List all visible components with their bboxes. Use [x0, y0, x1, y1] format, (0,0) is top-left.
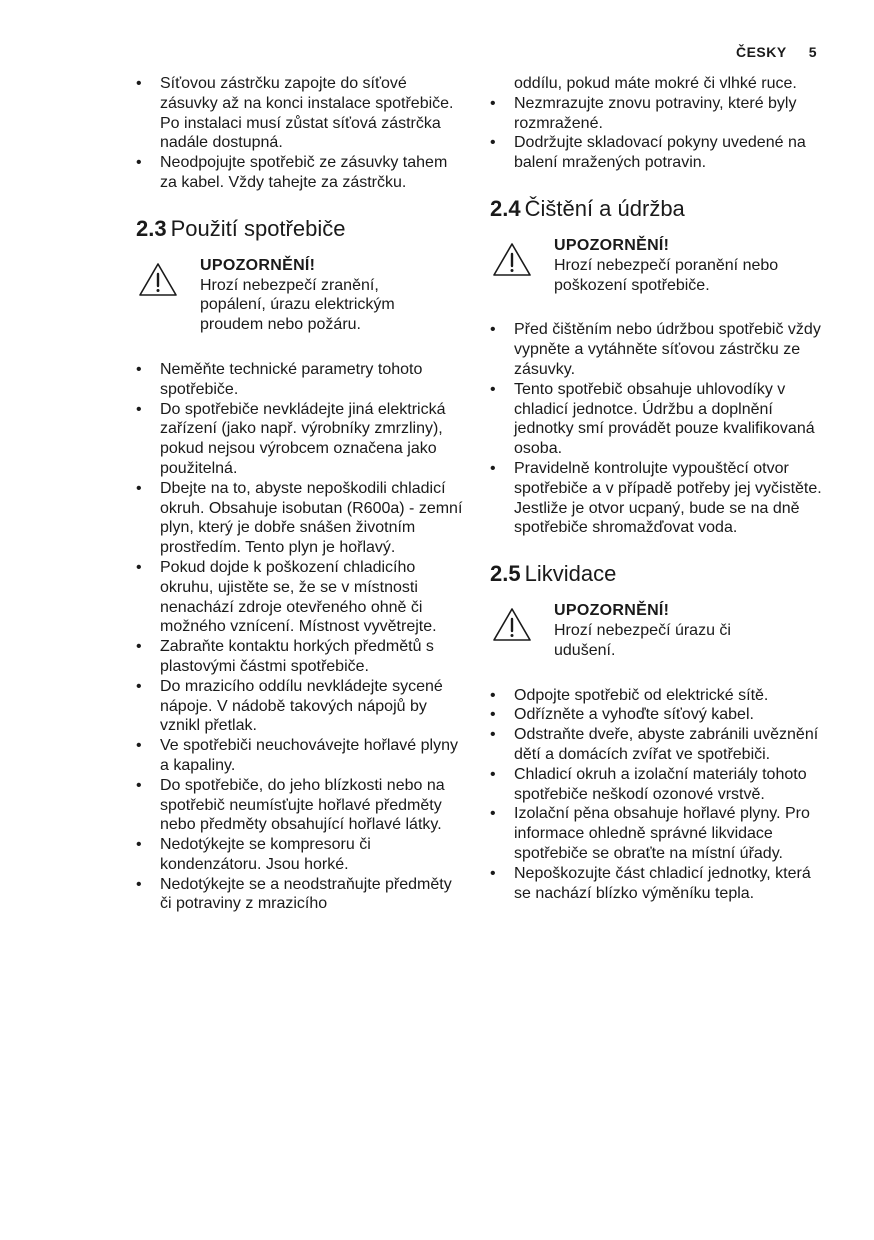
list-item: • Nezmrazujte znovu potraviny, které byly rozmražené. — [490, 94, 825, 134]
list-item: • Tento spotřebič obsahuje uhlovodíky v chladicí jednotce. Údržbu a doplnění jednotky smí provádět pouze kvalifikovaná osoba. — [490, 380, 825, 459]
usage-list — [136, 360, 466, 914]
list-item: • Dodržujte skladovací pokyny uvedené na balení mražených potravin. — [490, 133, 825, 173]
section-number: 2.4 — [490, 195, 521, 221]
list-item: • Neměňte technické parametry tohoto spotřebiče. — [136, 360, 466, 400]
left-column — [136, 74, 466, 914]
list-item: • Pokud dojde k poškození chladicího okruhu, ujistěte se, že se v místnosti nenachází zdroje otevřeného ohně či možného vznícení. Místnost vyvětrejte. — [136, 558, 466, 637]
list-item: • Dbejte na to, abyste nepoškodili chladicí okruh. Obsahuje isobutan (R600a) - zemní plyn, který je dobře snášen životním prostředím. Tento plyn je hořlavý. — [136, 479, 466, 558]
warning-icon — [492, 242, 532, 278]
section-number: 2.3 — [136, 215, 167, 241]
continuation-text: oddílu, pokud máte mokré či vlhké ruce. — [514, 75, 797, 92]
intro-list — [136, 74, 466, 193]
page-number: 5 — [808, 44, 817, 60]
section-heading-2-4 — [490, 196, 825, 222]
section-heading-2-3 — [136, 216, 466, 242]
list-item: • Nedotýkejte se kompresoru či kondenzátoru. Jsou horké. — [136, 835, 466, 875]
warning-icon — [138, 262, 178, 298]
list-item: • Nepoškozujte část chladicí jednotky, která se nachází blízko výměníku tepla. — [490, 864, 825, 904]
section-heading-2-5 — [490, 561, 825, 587]
list-item: • Pravidelně kontrolujte vypouštěcí otvor spotřebiče a v případě potřeby jej vyčistěte. Jestliže je otvor ucpaný, bude se na dně spotřebiče shromažďovat voda. — [490, 459, 825, 538]
warning-block — [136, 256, 466, 335]
warning-text: Hrozí nebezpečí úrazu či udušení. — [554, 621, 731, 659]
warning-title: UPOZORNĚNÍ! — [200, 256, 316, 274]
right-column — [490, 74, 825, 903]
intro-list — [490, 94, 825, 173]
section-title: Likvidace — [524, 561, 617, 587]
warning-text: Hrozí nebezpečí zranění, popálení, úrazu elektrickým proudem nebo požáru. — [200, 276, 395, 334]
list-item: • Izolační pěna obsahuje hořlavé plyny. Pro informace ohledně správné likvidace spotřebiče se obraťte na místní úřady. — [490, 804, 825, 863]
page-header — [736, 44, 817, 60]
language-label: ČESKY — [735, 44, 787, 60]
cleaning-list — [490, 320, 825, 538]
section-number: 2.5 — [490, 561, 521, 587]
warning-block — [490, 236, 825, 295]
list-item: • Odstraňte dveře, abyste zabránili uvěznění dětí a domácích zvířat ve spotřebiči. — [490, 725, 825, 765]
list-item: • Do spotřebiče, do jeho blízkosti nebo na spotřebič neumísťujte hořlavé předměty nebo předměty obsahující hořlavé látky. — [136, 776, 466, 835]
warning-text: Hrozí nebezpečí poranění nebo poškození spotřebiče. — [554, 256, 779, 294]
section-title: Čištění a údržba — [524, 195, 685, 221]
list-item: • Odpojte spotřebič od elektrické sítě. — [490, 686, 825, 706]
list-item: • Ve spotřebiči neuchovávejte hořlavé plyny a kapaliny. — [136, 736, 466, 776]
list-item: • Před čištěním nebo údržbou spotřebič vždy vypněte a vytáhněte síťovou zástrčku ze zásuvky. — [490, 320, 825, 379]
list-item: • Odřízněte a vyhoďte síťový kabel. — [490, 705, 825, 725]
warning-block — [490, 601, 825, 660]
list-item: • Zabraňte kontaktu horkých předmětů s plastovými částmi spotřebiče. — [136, 637, 466, 677]
list-item: • Do spotřebiče nevkládejte jiná elektrická zařízení (jako např. výrobníky zmrzliny), pokud nejsou výrobcem označena jako použitelná. — [136, 400, 466, 479]
warning-title: UPOZORNĚNÍ! — [554, 236, 670, 254]
list-item: • Síťovou zástrčku zapojte do síťové zásuvky až na konci instalace spotřebiče. Po instalaci musí zůstat síťová zástrčka nadále dostupná. — [136, 74, 466, 153]
list-item: • Do mrazicího oddílu nevkládejte sycené nápoje. V nádobě takových nápojů by vznikl přetlak. — [136, 677, 466, 736]
list-item: • Chladicí okruh a izolační materiály tohoto spotřebiče neškodí ozonové vrstvě. — [490, 765, 825, 805]
section-title: Použití spotřebiče — [170, 215, 346, 241]
list-item: • Neodpojujte spotřebič ze zásuvky tahem za kabel. Vždy tahejte za zástrčku. — [136, 153, 466, 193]
disposal-list — [490, 686, 825, 904]
list-item: • Nedotýkejte se a neodstraňujte předměty či potraviny z mrazicího — [136, 875, 466, 915]
warning-title: UPOZORNĚNÍ! — [554, 602, 670, 620]
warning-icon — [492, 607, 532, 643]
